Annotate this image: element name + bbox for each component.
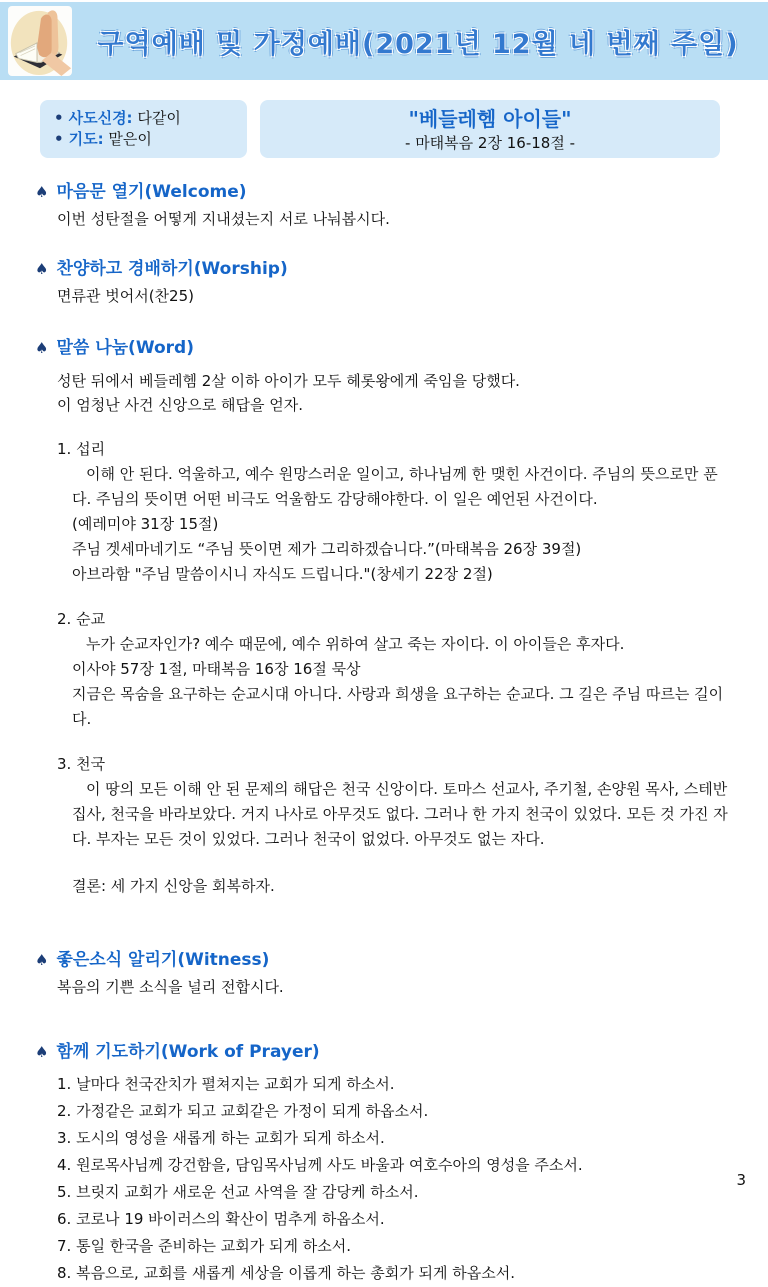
prayer-item: 5. 브릿지 교회가 새로운 선교 사역을 잘 감당케 하소서.: [57, 1183, 419, 1201]
spade-icon: ♠: [35, 259, 49, 278]
word-conclusion: 결론: 세 가지 신앙을 회복하자.: [72, 877, 275, 895]
word-point-2: 2. 순교 누가 순교자인가? 예수 때문에, 예수 위하여 살고 죽는 자이다. 이 아이들은 후자다. 이사야 57장 1절, 마태복음 16장 16절 묵상 지금은 목숨을 요구하는 순교시대 아니다. 사랑과 희생을 요구하는 순교다. 그 길은 주님 따르는 길이다.: [57, 607, 728, 732]
page-number: 3: [736, 1171, 746, 1189]
prayer-list: [57, 1071, 728, 1287]
order-item-prayer: • 기도: 맡은이: [54, 130, 152, 148]
welcome-text: 이번 성탄절을 어떻게 지내셨는지 서로 나눠봅시다.: [57, 210, 390, 228]
order-box: [40, 100, 247, 158]
prayer-item: 1. 날마다 천국잔치가 펼쳐지는 교회가 되게 하소서.: [57, 1075, 395, 1093]
spade-icon: ♠: [35, 950, 49, 969]
bible-praying-hands-icon: [8, 6, 72, 76]
prayer-item: 7. 통일 한국을 준비하는 교회가 되게 하소서.: [57, 1237, 352, 1255]
bulletin-page: [0, 2, 768, 1282]
worship-hymn: 면류관 벗어서(찬25): [57, 287, 194, 305]
section-word: [35, 337, 728, 899]
witness-text: 복음의 기쁜 소식을 널리 전합시다.: [57, 978, 284, 996]
section-prayer: [35, 1041, 728, 1287]
section-witness: [35, 949, 728, 999]
page-title: 구역예배 및 가정예배(2021년 12월 네 번째 주일): [97, 28, 739, 60]
sermon-title-box: [260, 100, 720, 158]
section-worship: [35, 258, 728, 308]
sermon-title: "베들레헴 아이들": [408, 107, 572, 131]
section-welcome: [35, 181, 728, 231]
order-item-creed: • 사도신경: 다같이: [54, 109, 181, 127]
prayer-item: 6. 코로나 19 바이러스의 확산이 멈추게 하옵소서.: [57, 1210, 385, 1228]
header-banner: [0, 2, 768, 80]
bullet-dot-icon: •: [54, 130, 64, 148]
prayer-heading: ♠ 함께 기도하기(Work of Prayer): [35, 1042, 320, 1062]
point-title: 3. 천국: [57, 755, 106, 773]
word-point-3: 3. 천국 이 땅의 모든 이해 안 된 문제의 해답은 천국 신앙이다. 토마스 선교사, 주기철, 손양원 목사, 스테반 집사, 천국을 바라보았다. 거지 나사로 아무것도 없다. 그러나 한 가지 천국이 있었다. 모든 것 가진 자다. 부자는 모든 것이 있었다. 그러나 천국이 없었다. 아무것도 없는 자다.: [57, 752, 728, 852]
welcome-heading: ♠ 마음문 열기(Welcome): [35, 182, 247, 202]
spade-icon: ♠: [35, 338, 49, 357]
spade-icon: ♠: [35, 182, 49, 201]
point-title: 2. 순교: [57, 610, 106, 628]
point-title: 1. 섭리: [57, 440, 106, 458]
prayer-item: 2. 가정같은 교회가 되고 교회같은 가정이 되게 하옵소서.: [57, 1102, 429, 1120]
prayer-item: 8. 복음으로, 교회를 새롭게 세상을 이롭게 하는 총회가 되게 하옵소서.: [57, 1264, 515, 1282]
bullet-dot-icon: •: [54, 109, 64, 127]
info-row: [40, 100, 720, 158]
bible-praying-hands-image: [8, 6, 72, 76]
spade-icon: ♠: [35, 1042, 49, 1061]
word-heading: ♠ 말씀 나눔(Word): [35, 338, 194, 358]
sermon-scripture: - 마태복음 2장 16-18절 -: [405, 134, 575, 152]
word-point-1: 1. 섭리 이해 안 된다. 억울하고, 예수 원망스러운 일이고, 하나님께 한 맺힌 사건이다. 주님의 뜻으로만 푼다. 주님의 뜻이면 어떤 비극도 억울함도 감당해야한다. 이 일은 예언된 사건이다. (예레미야 31장 15절) 주님 겟세마네기도 “주님 뜻이면 제가 그리하겠습니다.”(마태복음 26장 39절) 아브라함 "주님 말씀이시니 자식도 드립니다."(창세기 22장 2절): [57, 437, 728, 587]
prayer-item: 4. 원로목사님께 강건함을, 담임목사님께 사도 바울과 여호수아의 영성을 주소서.: [57, 1156, 583, 1174]
worship-heading: ♠ 찬양하고 경배하기(Worship): [35, 259, 288, 279]
witness-heading: ♠ 좋은소식 알리기(Witness): [35, 950, 270, 970]
prayer-item: 3. 도시의 영성을 새롭게 하는 교회가 되게 하소서.: [57, 1129, 385, 1147]
word-intro: 성탄 뒤에서 베들레헴 2살 이하 아이가 모두 헤롯왕에게 죽임을 당했다. 이 엄청난 사건 신앙으로 해답을 얻자.: [57, 372, 520, 414]
